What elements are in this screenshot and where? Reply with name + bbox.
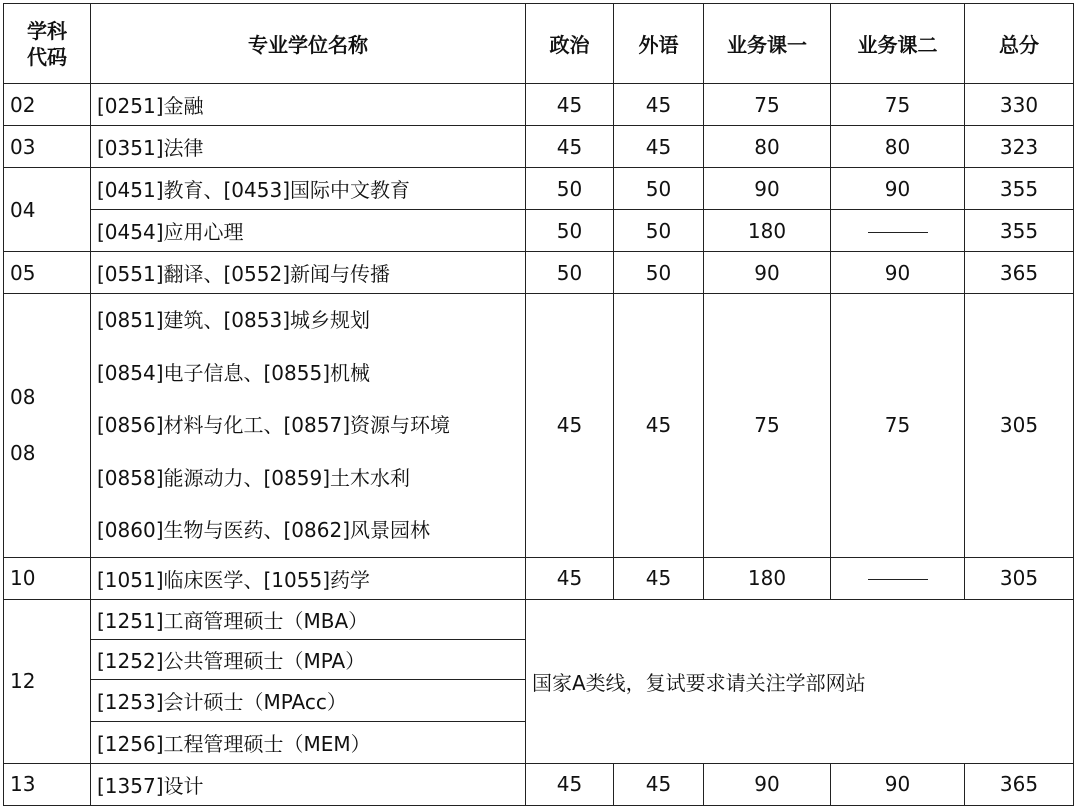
cell-total: 355 (965, 210, 1074, 252)
cell-code: 04 (4, 168, 91, 252)
cell-total: 305 (965, 557, 1074, 599)
cell-total: 355 (965, 168, 1074, 210)
cell-total: 305 (965, 294, 1074, 558)
cell-politics: 45 (526, 126, 614, 168)
header-language: 外语 (614, 4, 704, 84)
cell-course1: 180 (704, 210, 831, 252)
cell-code-line: 08 (10, 441, 36, 466)
header-politics: 政治 (526, 4, 614, 84)
cell-language: 50 (614, 210, 704, 252)
cell-code: 05 (4, 252, 91, 294)
cell-name: [0856]材料与化工、[0857]资源与环境 (97, 413, 451, 438)
cell-code: 12 (4, 599, 91, 763)
cell-name-list (91, 294, 526, 558)
cell-course2: 90 (831, 252, 965, 294)
table-row (4, 763, 1074, 805)
table-row (4, 84, 1074, 126)
cell-name: [1051]临床医学、[1055]药学 (91, 557, 526, 599)
cell-language: 45 (614, 126, 704, 168)
cell-politics: 45 (526, 763, 614, 805)
cell-language: 45 (614, 84, 704, 126)
cell-politics: 50 (526, 252, 614, 294)
cell-language: 50 (614, 168, 704, 210)
cell-name: [0251]金融 (91, 84, 526, 126)
cell-course1: 75 (704, 294, 831, 558)
table-row (4, 557, 1074, 599)
cell-politics: 45 (526, 557, 614, 599)
cell-language: 50 (614, 252, 704, 294)
cell-language: 45 (614, 294, 704, 558)
header-code-line2: 代码 (27, 44, 67, 69)
header-name: 专业学位名称 (91, 4, 526, 84)
header-row (4, 4, 1074, 84)
cell-name: [0858]能源动力、[0859]土木水利 (97, 465, 411, 490)
cell-name: [0860]生物与医药、[0862]风景园林 (97, 518, 431, 543)
score-table (3, 3, 1074, 806)
header-course1: 业务课一 (704, 4, 831, 84)
cell-code: 13 (4, 763, 91, 805)
cell-course2: 80 (831, 126, 965, 168)
cell-name: [0854]电子信息、[0855]机械 (97, 360, 371, 385)
cell-total: 365 (965, 252, 1074, 294)
cell-total: 330 (965, 84, 1074, 126)
empty-dash (868, 579, 928, 580)
cell-politics: 50 (526, 168, 614, 210)
table-row (4, 126, 1074, 168)
cell-course1: 90 (704, 252, 831, 294)
cell-language: 45 (614, 557, 704, 599)
cell-course1: 180 (704, 557, 831, 599)
cell-name: [1357]设计 (91, 763, 526, 805)
cell-name: [1256]工程管理硕士（MEM） (91, 721, 526, 763)
cell-course2: 90 (831, 168, 965, 210)
cell-course2 (831, 557, 965, 599)
header-code (4, 4, 91, 84)
cell-name: [0454]应用心理 (91, 210, 526, 252)
cell-course1: 90 (704, 763, 831, 805)
header-course2: 业务课二 (831, 4, 965, 84)
cell-politics: 45 (526, 84, 614, 126)
table-row (4, 252, 1074, 294)
cell-note: 国家A类线，复试要求请关注学部网站 (526, 599, 1074, 763)
cell-course2 (831, 210, 965, 252)
table-row (4, 168, 1074, 210)
cell-politics: 50 (526, 210, 614, 252)
empty-dash (868, 232, 928, 233)
cell-course1: 80 (704, 126, 831, 168)
cell-total: 365 (965, 763, 1074, 805)
header-code-line1: 学科 (27, 18, 67, 43)
table-row (4, 210, 1074, 252)
cell-name: [1252]公共管理硕士（MPA） (91, 639, 526, 679)
cell-name: [0451]教育、[0453]国际中文教育 (91, 168, 526, 210)
cell-code-line: 08 (10, 385, 36, 410)
cell-code (4, 294, 91, 558)
cell-course1: 90 (704, 168, 831, 210)
cell-code: 10 (4, 557, 91, 599)
cell-name: [0551]翻译、[0552]新闻与传播 (91, 252, 526, 294)
cell-politics: 45 (526, 294, 614, 558)
cell-course2: 75 (831, 294, 965, 558)
cell-course1: 75 (704, 84, 831, 126)
cell-language: 45 (614, 763, 704, 805)
cell-name: [0351]法律 (91, 126, 526, 168)
cell-code: 02 (4, 84, 91, 126)
cell-course2: 75 (831, 84, 965, 126)
cell-name: [1253]会计硕士（MPAcc） (91, 679, 526, 721)
cell-total: 323 (965, 126, 1074, 168)
table-row (4, 294, 1074, 558)
table-row (4, 599, 1074, 639)
cell-name: [0851]建筑、[0853]城乡规划 (97, 308, 371, 332)
header-total: 总分 (965, 4, 1074, 84)
cell-name: [1251]工商管理硕士（MBA） (91, 599, 526, 639)
cell-course2: 90 (831, 763, 965, 805)
cell-code: 03 (4, 126, 91, 168)
